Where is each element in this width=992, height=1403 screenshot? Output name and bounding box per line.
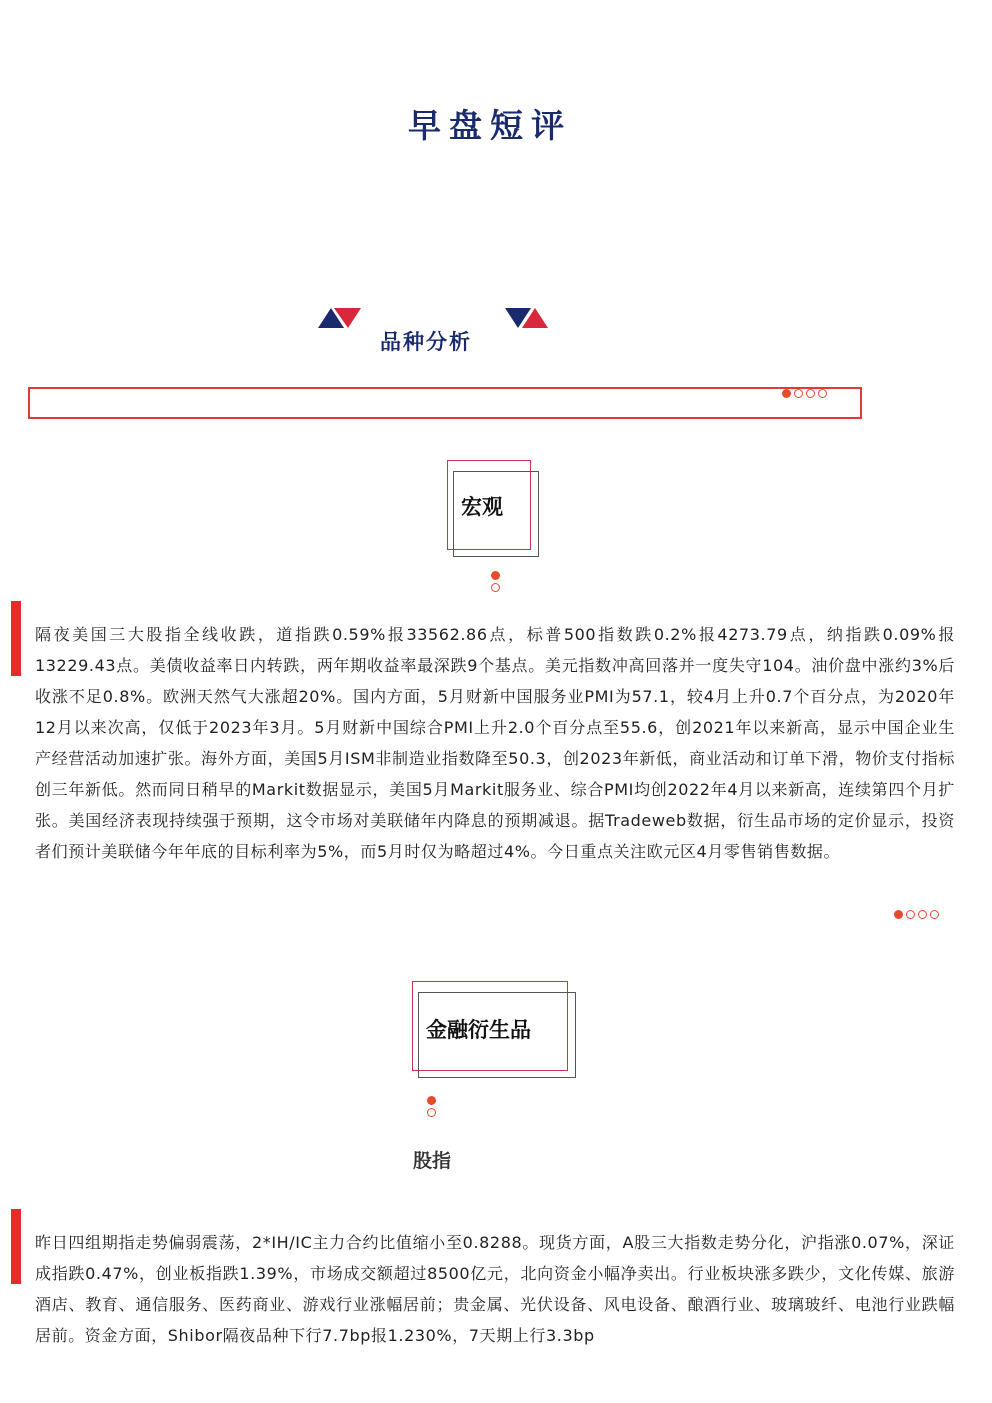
macro-heading: 宏观 bbox=[461, 495, 503, 519]
triangle-decoration-left bbox=[318, 306, 362, 330]
vertical-dots-decoration bbox=[427, 1096, 436, 1117]
triangle-decoration-right bbox=[505, 306, 549, 330]
section-title-variety: 品种分析 bbox=[380, 330, 472, 354]
dots-decoration bbox=[894, 910, 939, 919]
stock-index-subheading: 股指 bbox=[413, 1150, 452, 1172]
macro-body: 隔夜美国三大股指全线收跌，道指跌0.59%报33562.86点，标普500指数跌0.2%报4273.79点，纳指跌0.09%报13229.43点。美债收益率日内转跌，两年期收益率最深跌9个基点。美元指数冲高回落并一度失守104。油价盘中涨约3%后收涨不足0.8%。欧洲天然气大涨超20%。国内方面，5月财新中国服务业PMI为57.1，较4月上升0.7个百分点，为2020年12月以来次高，仅低于2023年3月。5月财新中国综合PMI上升2.0个百分点至55.6，创2021年以来新高，显示中国企业生产经营活动加速扩张。海外方面，美国5月ISM非制造业指数降至50.3，创2023年新低，商业活动和订单下滑，物价支付指标创三年新低。然而同日稍早的Markit数据显示，美国5月Markit服务业、综合PMI均创2022年4月以来新高，连续第四个月扩张。美国经济表现持续强于预期，这令市场对美联储年内降息的预期减退。据Tradeweb数据，衍生品市场的定价显示，投资者们预计美联储今年年底的目标利率为5%，而5月时仅为略超过4%。今日重点关注欧元区4月零售销售数据。 bbox=[35, 625, 955, 861]
vertical-dots-decoration bbox=[491, 571, 500, 592]
finance-body: 昨日四组期指走势偏弱震荡，2*IH/IC主力合约比值缩小至0.8288。现货方面，A股三大指数走势分化，沪指涨0.07%，深证成指跌0.47%，创业板指跌1.39%，市场成交额超过8500亿元，北向资金小幅净卖出。行业板块涨多跌少，文化传媒、旅游酒店、教育、通信服务、医药商业、游戏行业涨幅居前；贵金属、光伏设备、风电设备、酿酒行业、玻璃玻纤、电池行业跌幅居前。资金方面，Shibor隔夜品种下行7.7bp报1.230%，7天期上行3.3bp bbox=[35, 1233, 955, 1345]
macro-accent-bar bbox=[11, 601, 21, 676]
dots-decoration bbox=[782, 389, 827, 398]
finance-heading: 金融衍生品 bbox=[426, 1018, 531, 1042]
section-banner-frame bbox=[28, 387, 862, 419]
finance-accent-bar bbox=[11, 1209, 21, 1284]
page-title: 早盘短评 bbox=[408, 106, 572, 145]
